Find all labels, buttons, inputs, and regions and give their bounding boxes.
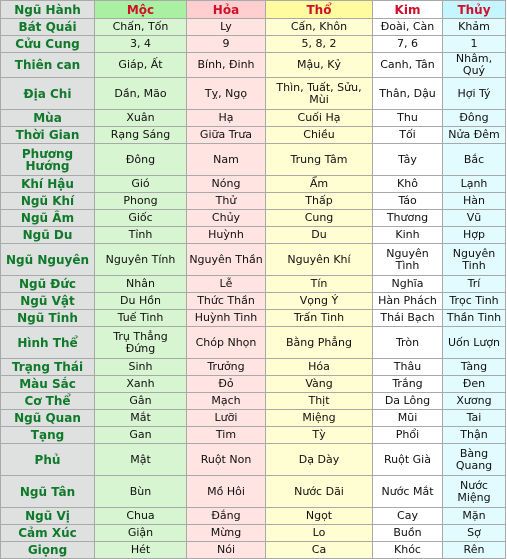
cell-moc: Bùn bbox=[95, 476, 187, 508]
row-label: Thời Gian bbox=[1, 127, 95, 144]
table-row bbox=[1, 276, 506, 293]
row-label: Ngũ Khí bbox=[1, 193, 95, 210]
row-label: Ngũ Vật bbox=[1, 293, 95, 310]
table-row bbox=[1, 78, 506, 110]
cell-kim: Canh, Tân bbox=[373, 53, 443, 78]
cell-tho: Du bbox=[266, 227, 373, 244]
cell-tho: Cung bbox=[266, 210, 373, 227]
cell-thuy: Xương bbox=[443, 393, 506, 410]
cell-kim: Nguyên Tình bbox=[373, 244, 443, 276]
cell-thuy: Tàng bbox=[443, 359, 506, 376]
row-label: Phương Hướng bbox=[1, 144, 95, 176]
cell-kim: Thái Bạch bbox=[373, 310, 443, 327]
table-row bbox=[1, 227, 506, 244]
cell-tho: Ca bbox=[266, 542, 373, 559]
cell-moc: Rạng Sáng bbox=[95, 127, 187, 144]
row-label: Phủ bbox=[1, 444, 95, 476]
cell-hoa: Thử bbox=[187, 193, 266, 210]
cell-tho: Nguyên Khí bbox=[266, 244, 373, 276]
table-row bbox=[1, 410, 506, 427]
cell-hoa: Hạ bbox=[187, 110, 266, 127]
cell-hoa: Bính, Đinh bbox=[187, 53, 266, 78]
cell-tho: 5, 8, 2 bbox=[266, 36, 373, 53]
header-tho: Thổ bbox=[266, 1, 373, 19]
cell-moc: Tỉnh bbox=[95, 227, 187, 244]
header-kim: Kim bbox=[373, 1, 443, 19]
row-label: Ngũ Đức bbox=[1, 276, 95, 293]
cell-kim: Trắng bbox=[373, 376, 443, 393]
cell-kim: Thân, Dậu bbox=[373, 78, 443, 110]
header-moc: Mộc bbox=[95, 1, 187, 19]
cell-moc: Chua bbox=[95, 508, 187, 525]
cell-kim: Hàn Phách bbox=[373, 293, 443, 310]
cell-thuy: Đen bbox=[443, 376, 506, 393]
cell-moc: Mắt bbox=[95, 410, 187, 427]
cell-tho: Trấn Tinh bbox=[266, 310, 373, 327]
cell-tho: Thịt bbox=[266, 393, 373, 410]
cell-kim: Da Lông bbox=[373, 393, 443, 410]
cell-thuy: Nhâm, Quý bbox=[443, 53, 506, 78]
cell-hoa: Ly bbox=[187, 19, 266, 36]
row-label: Thiên can bbox=[1, 53, 95, 78]
table-row bbox=[1, 476, 506, 508]
table-row bbox=[1, 176, 506, 193]
table-row bbox=[1, 327, 506, 359]
cell-hoa: Huỳnh bbox=[187, 227, 266, 244]
cell-kim: Mũi bbox=[373, 410, 443, 427]
cell-moc: Trụ Thẳng Đứng bbox=[95, 327, 187, 359]
cell-hoa: Tỵ, Ngọ bbox=[187, 78, 266, 110]
table-row bbox=[1, 310, 506, 327]
cell-thuy: Bàng Quang bbox=[443, 444, 506, 476]
cell-moc: Phong bbox=[95, 193, 187, 210]
cell-tho: Trung Tâm bbox=[266, 144, 373, 176]
cell-hoa: Nóng bbox=[187, 176, 266, 193]
cell-kim: 7, 6 bbox=[373, 36, 443, 53]
cell-kim: Buồn bbox=[373, 525, 443, 542]
table-row bbox=[1, 193, 506, 210]
row-label: Ngũ Nguyên bbox=[1, 244, 95, 276]
cell-tho: Cấn, Khôn bbox=[266, 19, 373, 36]
header-label: Ngũ Hành bbox=[1, 1, 95, 19]
cell-hoa: Huỳnh Tinh bbox=[187, 310, 266, 327]
table-row bbox=[1, 244, 506, 276]
cell-moc: Sinh bbox=[95, 359, 187, 376]
table-row bbox=[1, 542, 506, 559]
cell-thuy: Nửa Đêm bbox=[443, 127, 506, 144]
cell-kim: Cay bbox=[373, 508, 443, 525]
cell-kim: Tròn bbox=[373, 327, 443, 359]
cell-moc: Dần, Mão bbox=[95, 78, 187, 110]
header-thuy: Thủy bbox=[443, 1, 506, 19]
cell-tho: Vàng bbox=[266, 376, 373, 393]
table-row bbox=[1, 127, 506, 144]
cell-moc: Nguyên Tính bbox=[95, 244, 187, 276]
table-row bbox=[1, 508, 506, 525]
cell-moc: Chấn, Tốn bbox=[95, 19, 187, 36]
cell-hoa: Tim bbox=[187, 427, 266, 444]
cell-hoa: Mồ Hôi bbox=[187, 476, 266, 508]
cell-thuy: Trí bbox=[443, 276, 506, 293]
row-label: Ngũ Tân bbox=[1, 476, 95, 508]
cell-thuy: Hàn bbox=[443, 193, 506, 210]
cell-kim: Thu bbox=[373, 110, 443, 127]
cell-hoa: Chóp Nhọn bbox=[187, 327, 266, 359]
cell-moc: Du Hồn bbox=[95, 293, 187, 310]
cell-kim: Tây bbox=[373, 144, 443, 176]
table-row bbox=[1, 393, 506, 410]
table-row bbox=[1, 53, 506, 78]
cell-hoa: Đắng bbox=[187, 508, 266, 525]
cell-kim: Nghĩa bbox=[373, 276, 443, 293]
cell-hoa: Ruột Non bbox=[187, 444, 266, 476]
cell-hoa: Lễ bbox=[187, 276, 266, 293]
cell-hoa: Mạch bbox=[187, 393, 266, 410]
cell-thuy: Nguyên Tinh bbox=[443, 244, 506, 276]
cell-tho: Dạ Dày bbox=[266, 444, 373, 476]
cell-hoa: Nam bbox=[187, 144, 266, 176]
cell-kim: Tối bbox=[373, 127, 443, 144]
cell-moc: Giốc bbox=[95, 210, 187, 227]
cell-tho: Miệng bbox=[266, 410, 373, 427]
row-label: Mùa bbox=[1, 110, 95, 127]
cell-tho: Vọng Ý bbox=[266, 293, 373, 310]
cell-thuy: Hợi Tý bbox=[443, 78, 506, 110]
row-label: Cảm Xúc bbox=[1, 525, 95, 542]
table-row bbox=[1, 444, 506, 476]
cell-tho: Ẩm bbox=[266, 176, 373, 193]
cell-moc: Gan bbox=[95, 427, 187, 444]
row-label: Bát Quái bbox=[1, 19, 95, 36]
cell-tho: Cuối Hạ bbox=[266, 110, 373, 127]
row-label: Màu Sắc bbox=[1, 376, 95, 393]
cell-tho: Ngọt bbox=[266, 508, 373, 525]
cell-tho: Hóa bbox=[266, 359, 373, 376]
cell-tho: Mậu, Kỷ bbox=[266, 53, 373, 78]
cell-moc: Đông bbox=[95, 144, 187, 176]
cell-kim: Phổi bbox=[373, 427, 443, 444]
cell-hoa: Nguyên Thần bbox=[187, 244, 266, 276]
cell-tho: Nước Dãi bbox=[266, 476, 373, 508]
cell-thuy: Tai bbox=[443, 410, 506, 427]
table-body bbox=[1, 19, 506, 559]
table-row bbox=[1, 525, 506, 542]
cell-tho: Lo bbox=[266, 525, 373, 542]
cell-moc: Mật bbox=[95, 444, 187, 476]
cell-kim: Nước Mắt bbox=[373, 476, 443, 508]
cell-kim: Kinh bbox=[373, 227, 443, 244]
table-row bbox=[1, 210, 506, 227]
cell-thuy: Bắc bbox=[443, 144, 506, 176]
row-label: Trạng Thái bbox=[1, 359, 95, 376]
table-row bbox=[1, 427, 506, 444]
cell-kim: Ruột Già bbox=[373, 444, 443, 476]
cell-hoa: Chủy bbox=[187, 210, 266, 227]
cell-moc: Giáp, Ất bbox=[95, 53, 187, 78]
cell-thuy: Sợ bbox=[443, 525, 506, 542]
row-label: Ngũ Du bbox=[1, 227, 95, 244]
cell-hoa: Mừng bbox=[187, 525, 266, 542]
cell-hoa: Trưởng bbox=[187, 359, 266, 376]
cell-tho: Tín bbox=[266, 276, 373, 293]
cell-tho: Thìn, Tuất, Sửu, Mùi bbox=[266, 78, 373, 110]
row-label: Ngũ Âm bbox=[1, 210, 95, 227]
row-label: Cơ Thể bbox=[1, 393, 95, 410]
cell-kim: Thương bbox=[373, 210, 443, 227]
row-label: Cửu Cung bbox=[1, 36, 95, 53]
cell-hoa: Lưỡi bbox=[187, 410, 266, 427]
table-row bbox=[1, 110, 506, 127]
cell-thuy: Trọc Tinh bbox=[443, 293, 506, 310]
table-row bbox=[1, 19, 506, 36]
cell-moc: Gân bbox=[95, 393, 187, 410]
table-row bbox=[1, 144, 506, 176]
cell-thuy: Rên bbox=[443, 542, 506, 559]
cell-thuy: Thần Tinh bbox=[443, 310, 506, 327]
cell-moc: Xanh bbox=[95, 376, 187, 393]
row-label: Tạng bbox=[1, 427, 95, 444]
cell-thuy: Đông bbox=[443, 110, 506, 127]
cell-moc: Giận bbox=[95, 525, 187, 542]
cell-hoa: Giữa Trưa bbox=[187, 127, 266, 144]
cell-thuy: Thận bbox=[443, 427, 506, 444]
row-label: Khí Hậu bbox=[1, 176, 95, 193]
cell-kim: Đoài, Càn bbox=[373, 19, 443, 36]
cell-moc: 3, 4 bbox=[95, 36, 187, 53]
cell-thuy: Mặn bbox=[443, 508, 506, 525]
header-row bbox=[1, 1, 506, 19]
cell-tho: Bằng Phẳng bbox=[266, 327, 373, 359]
table-row bbox=[1, 36, 506, 53]
cell-hoa: Thức Thần bbox=[187, 293, 266, 310]
cell-hoa: 9 bbox=[187, 36, 266, 53]
cell-moc: Hét bbox=[95, 542, 187, 559]
cell-moc: Gió bbox=[95, 176, 187, 193]
cell-thuy: Nước Miệng bbox=[443, 476, 506, 508]
cell-tho: Tỳ bbox=[266, 427, 373, 444]
cell-thuy: Vũ bbox=[443, 210, 506, 227]
cell-kim: Khóc bbox=[373, 542, 443, 559]
cell-moc: Xuân bbox=[95, 110, 187, 127]
cell-moc: Tuế Tinh bbox=[95, 310, 187, 327]
header-hoa: Hỏa bbox=[187, 1, 266, 19]
cell-hoa: Đỏ bbox=[187, 376, 266, 393]
table-row bbox=[1, 376, 506, 393]
cell-tho: Thấp bbox=[266, 193, 373, 210]
cell-kim: Thâu bbox=[373, 359, 443, 376]
cell-thuy: Uốn Lượn bbox=[443, 327, 506, 359]
row-label: Ngũ Quan bbox=[1, 410, 95, 427]
cell-thuy: Hợp bbox=[443, 227, 506, 244]
table-row bbox=[1, 293, 506, 310]
cell-thuy: 1 bbox=[443, 36, 506, 53]
row-label: Hình Thể bbox=[1, 327, 95, 359]
cell-thuy: Lạnh bbox=[443, 176, 506, 193]
cell-tho: Chiều bbox=[266, 127, 373, 144]
cell-kim: Khô bbox=[373, 176, 443, 193]
row-label: Ngũ Tinh bbox=[1, 310, 95, 327]
cell-hoa: Nói bbox=[187, 542, 266, 559]
row-label: Ngũ Vị bbox=[1, 508, 95, 525]
row-label: Giọng bbox=[1, 542, 95, 559]
cell-thuy: Khảm bbox=[443, 19, 506, 36]
table-row bbox=[1, 359, 506, 376]
row-label: Địa Chi bbox=[1, 78, 95, 110]
cell-moc: Nhân bbox=[95, 276, 187, 293]
cell-kim: Táo bbox=[373, 193, 443, 210]
